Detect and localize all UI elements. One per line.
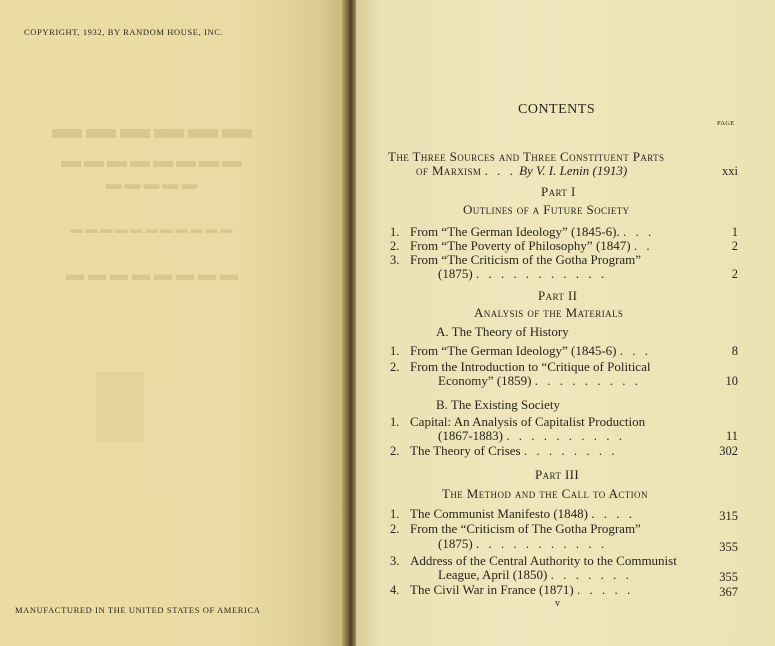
part1-item3-line2: (1875) . . . . . . . . . . . (438, 266, 608, 281)
part2a-item1-page: 8 (731, 344, 738, 358)
part1-item1: From “The German Ideology” (1845-6). . . . (410, 224, 655, 239)
part2a-item2-line1: From the Introduction to “Critique of Political (410, 359, 651, 374)
part3-item1-num: 1. (390, 507, 400, 521)
part3-item4-num: 4. (390, 583, 400, 597)
part3-item3-page: 355 (719, 570, 738, 584)
manufactured-notice: MANUFACTURED IN THE UNITED STATES OF AMERICA (15, 605, 261, 615)
contents-title: CONTENTS (518, 102, 596, 117)
part3-item3-line2: League, April (1850) . . . . . . . (438, 567, 632, 582)
part3-item2-line2: (1875) . . . . . . . . . . . (438, 536, 608, 551)
part3-heading: Part III (535, 467, 580, 482)
part1-item3-line1: From “The Criticism of the Gotha Program” (410, 252, 642, 267)
lenin-entry-line2: of Marxism . . . By V. I. Lenin (1913) (416, 163, 628, 178)
show-through-emblem (96, 372, 144, 442)
part3-item4-page: 367 (719, 585, 738, 599)
show-through-line: ▬▬▬▬▬▬▬▬ (62, 264, 238, 284)
part3-item3-line1: Address of the Central Authority to the Communist (410, 553, 677, 568)
part2-heading: Part II (538, 288, 578, 303)
part2a-item1: From “The German Ideology” (1845-6) . . . (410, 343, 651, 358)
part3-item4: The Civil War in France (1871) . . . . . (410, 582, 634, 597)
part3-item3-num: 3. (390, 554, 400, 568)
lenin-entry-page: xxi (722, 164, 738, 178)
part3-subheading: The Method and the Call to Action (442, 486, 648, 501)
part2a-item2-page: 10 (725, 374, 738, 388)
part2-subheading: Analysis of the Materials (474, 305, 624, 320)
part2b-item1-num: 1. (390, 415, 400, 429)
part3-item1-page: 315 (719, 509, 738, 523)
page-column-label: PAGE (717, 120, 735, 127)
part1-item2-page: 2 (731, 239, 738, 253)
part1-item2-num: 2. (390, 239, 400, 253)
part3-item2-line1: From the “Criticism of The Gotha Program” (410, 521, 641, 536)
part2b-item1-line2: (1867-1883) . . . . . . . . . . (438, 428, 625, 443)
part2-section-b: B. The Existing Society (436, 397, 560, 412)
part1-item1-page: 1 (731, 225, 738, 239)
part1-item2: From “The Poverty of Philosophy” (1847) . . (410, 238, 653, 253)
part2b-item2-num: 2. (390, 444, 400, 458)
part1-subheading: Outlines of a Future Society (463, 202, 630, 217)
part3-item2-num: 2. (390, 522, 400, 536)
show-through-line: ▬▬▬▬▬▬▬▬▬▬▬ (67, 222, 233, 236)
part2-section-a: A. The Theory of History (436, 324, 569, 339)
part2b-item1-line1: Capital: An Analysis of Capitalist Production (410, 414, 646, 429)
part1-item3-num: 3. (390, 253, 400, 267)
left-page (0, 0, 345, 646)
part1-item1-num: 1. (390, 225, 400, 239)
part2a-item2-line2: Economy” (1859) . . . . . . . . . (438, 373, 642, 388)
show-through-line: ▬▬▬▬▬ (102, 176, 198, 193)
part2b-item2: The Theory of Crises . . . . . . . . (410, 443, 618, 458)
part2a-item2-num: 2. (390, 360, 400, 374)
part1-heading: Part I (541, 184, 576, 199)
show-through-title: ▬▬▬▬▬▬ (48, 112, 252, 145)
copyright-notice: COPYRIGHT, 1932, BY RANDOM HOUSE, INC. (24, 27, 224, 37)
part2b-item1-page: 11 (725, 429, 738, 443)
part2a-item1-num: 1. (390, 344, 400, 358)
lenin-entry-line1: The Three Sources and Three Constituent Parts (388, 149, 665, 164)
show-through-line: ▬▬▬▬▬▬▬▬ (58, 150, 242, 172)
part3-item2-page: 355 (719, 540, 738, 554)
part1-item3-page: 2 (731, 267, 738, 281)
part2b-item2-page: 302 (719, 444, 738, 458)
page-folio: v (555, 598, 560, 609)
part3-item1: The Communist Manifesto (1848) . . . . (410, 506, 636, 521)
